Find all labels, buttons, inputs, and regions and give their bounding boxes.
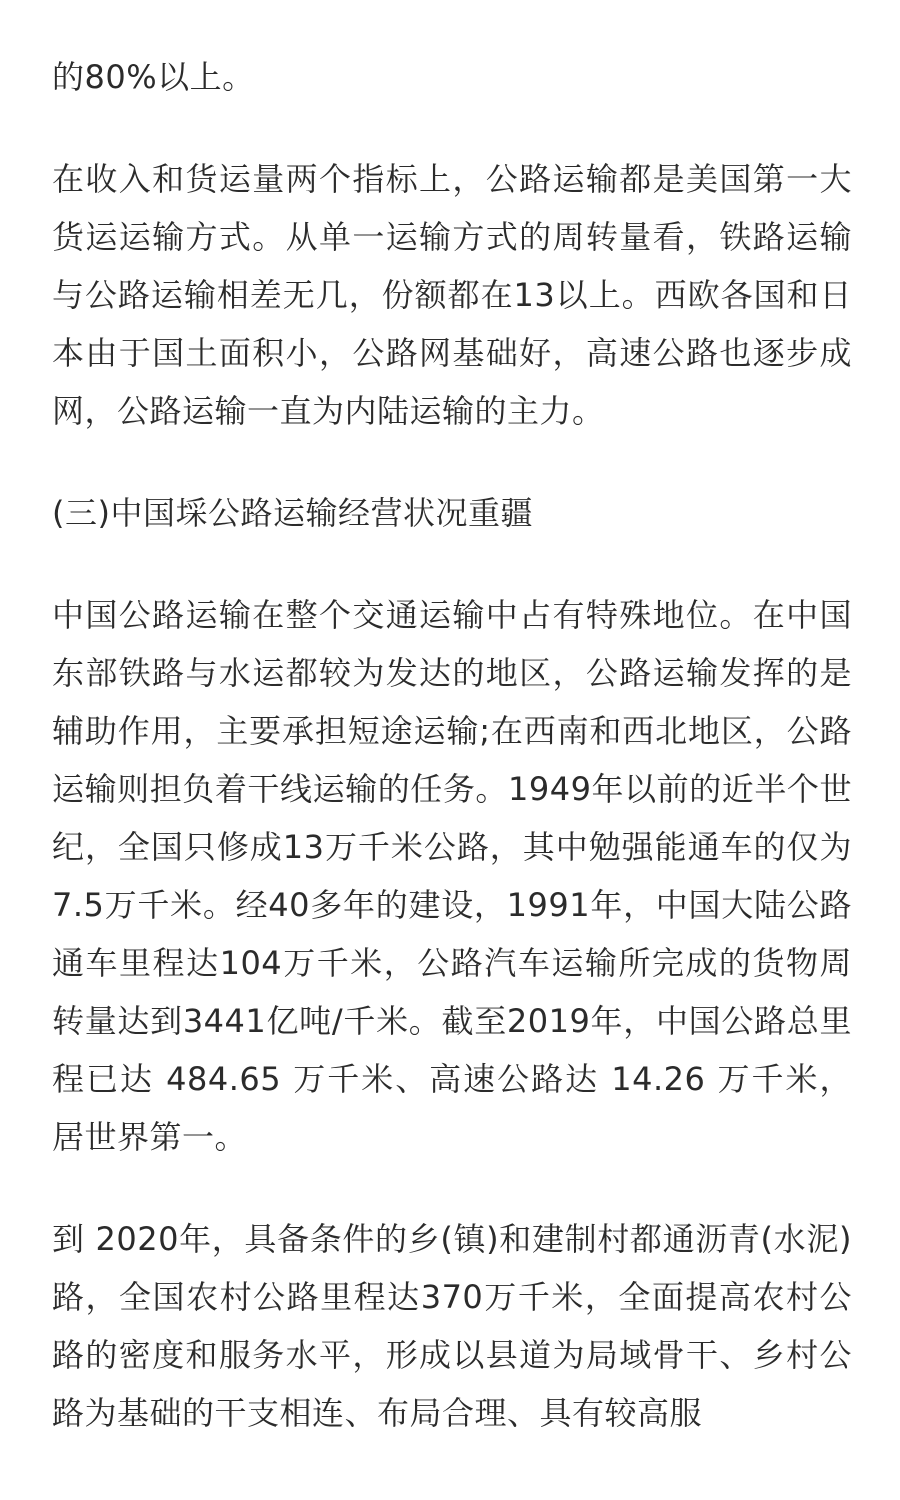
section-heading: (三)中国埰公路运输经营状况重疆	[52, 494, 533, 532]
paragraph-rural-roads: 到 2020年，具备条件的乡(镇)和建制村都通沥青(水泥)路，全国农村公路里程达370万千米，全面提高农村公路的密度和服务水平，形成以县道为局域骨干、乡村公路为基础的干支相连、布局合理、具有较高服	[52, 1220, 852, 1432]
paragraph-continuation: 的80%以上。	[52, 58, 255, 96]
paragraph-china-road-transport: 中国公路运输在整个交通运输中占有特殊地位。在中国东部铁路与水运都较为发达的地区，公路运输发挥的是辅助作用，主要承担短途运输;在西南和西北地区，公路运输则担负着干线运输的任务。1949年以前的近半个世纪，全国只修成13万千米公路，其中勉强能通车的仅为7.5万千米。经40多年的建设，1991年，中国大陆公路通车里程达104万千米，公路汽车运输所完成的货物周转量达到3441亿吨/千米。截至2019年，中国公路总里程已达 484.65 万千米、高速公路达 14.26 万千米，居世界第一。	[52, 596, 852, 1156]
article-body	[52, 48, 852, 1486]
paragraph-us-freight: 在收入和货运量两个指标上，公路运输都是美国第一大货运运输方式。从单一运输方式的周转量看，铁路运输与公路运输相差无几，份额都在13以上。西欧各国和日本由于国土面积小，公路网基础好，高速公路也逐步成网，公路运输一直为内陆运输的主力。	[52, 160, 852, 430]
